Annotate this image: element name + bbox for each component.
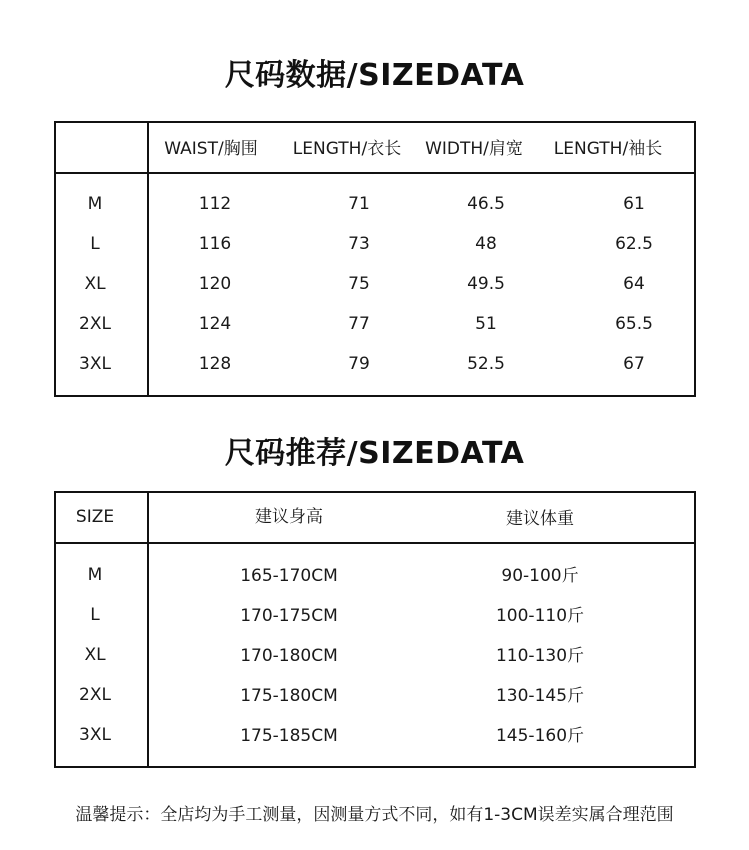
header-length: LENGTH/衣长 xyxy=(292,139,402,159)
header-sleeve: LENGTH/袖长 xyxy=(553,139,663,159)
table-cell-length: 75 xyxy=(348,274,370,294)
column-divider xyxy=(147,493,149,766)
table-row-size: L xyxy=(90,234,100,254)
header-weight: 建议体重 xyxy=(506,509,574,529)
table-row-size: L xyxy=(90,605,100,625)
column-divider xyxy=(147,123,149,395)
table-row-size: 2XL xyxy=(79,314,111,334)
table-cell-weight: 130-145斤 xyxy=(495,686,585,706)
table-cell-waist: 112 xyxy=(198,194,232,214)
table-row-size: M xyxy=(87,194,103,214)
size-data-table xyxy=(54,121,696,397)
table-cell-waist: 124 xyxy=(198,314,232,334)
table-cell-length: 71 xyxy=(348,194,370,214)
table-cell-sleeve: 64 xyxy=(623,274,645,294)
table-cell-height: 170-180CM xyxy=(240,646,338,666)
size-recommend-title: 尺码推荐/SIZEDATA xyxy=(224,436,525,471)
table-cell-height: 170-175CM xyxy=(240,606,338,626)
table-cell-weight: 110-130斤 xyxy=(495,646,585,666)
table-cell-weight: 100-110斤 xyxy=(495,606,585,626)
header-height: 建议身高 xyxy=(255,507,323,527)
size-data-title: 尺码数据/SIZEDATA xyxy=(224,58,525,93)
table-cell-height: 165-170CM xyxy=(240,566,338,586)
table-cell-width: 46.5 xyxy=(467,194,505,214)
table-cell-length: 73 xyxy=(348,234,370,254)
table-cell-width: 49.5 xyxy=(467,274,505,294)
table-cell-waist: 128 xyxy=(198,354,232,374)
table-cell-waist: 120 xyxy=(198,274,232,294)
table-cell-length: 79 xyxy=(348,354,370,374)
table-row-size: M xyxy=(87,565,103,585)
table-row-size: XL xyxy=(84,274,106,294)
table-row-size: XL xyxy=(84,645,106,665)
table-cell-width: 48 xyxy=(475,234,497,254)
header-width: WIDTH/肩宽 xyxy=(425,139,523,159)
table-cell-sleeve: 67 xyxy=(623,354,645,374)
table-row-size: 3XL xyxy=(79,354,111,374)
table-cell-width: 52.5 xyxy=(467,354,505,374)
table-cell-weight: 90-100斤 xyxy=(501,566,579,586)
table-cell-sleeve: 65.5 xyxy=(615,314,653,334)
table-cell-sleeve: 62.5 xyxy=(615,234,653,254)
header-size: SIZE xyxy=(75,507,115,527)
header-waist: WAIST/胸围 xyxy=(164,139,258,159)
table-row-size: 2XL xyxy=(79,685,111,705)
table-cell-height: 175-185CM xyxy=(240,726,338,746)
size-recommend-table xyxy=(54,491,696,768)
table-cell-sleeve: 61 xyxy=(623,194,645,214)
table-cell-width: 51 xyxy=(475,314,497,334)
header-divider xyxy=(56,542,694,544)
table-cell-length: 77 xyxy=(348,314,370,334)
table-cell-height: 175-180CM xyxy=(240,686,338,706)
footer-note: 温馨提示：全店均为手工测量，因测量方式不同，如有1-3CM误差实属合理范围 xyxy=(75,805,674,825)
table-row-size: 3XL xyxy=(79,725,111,745)
table-cell-weight: 145-160斤 xyxy=(495,726,585,746)
table-cell-waist: 116 xyxy=(198,234,232,254)
header-divider xyxy=(56,172,694,174)
